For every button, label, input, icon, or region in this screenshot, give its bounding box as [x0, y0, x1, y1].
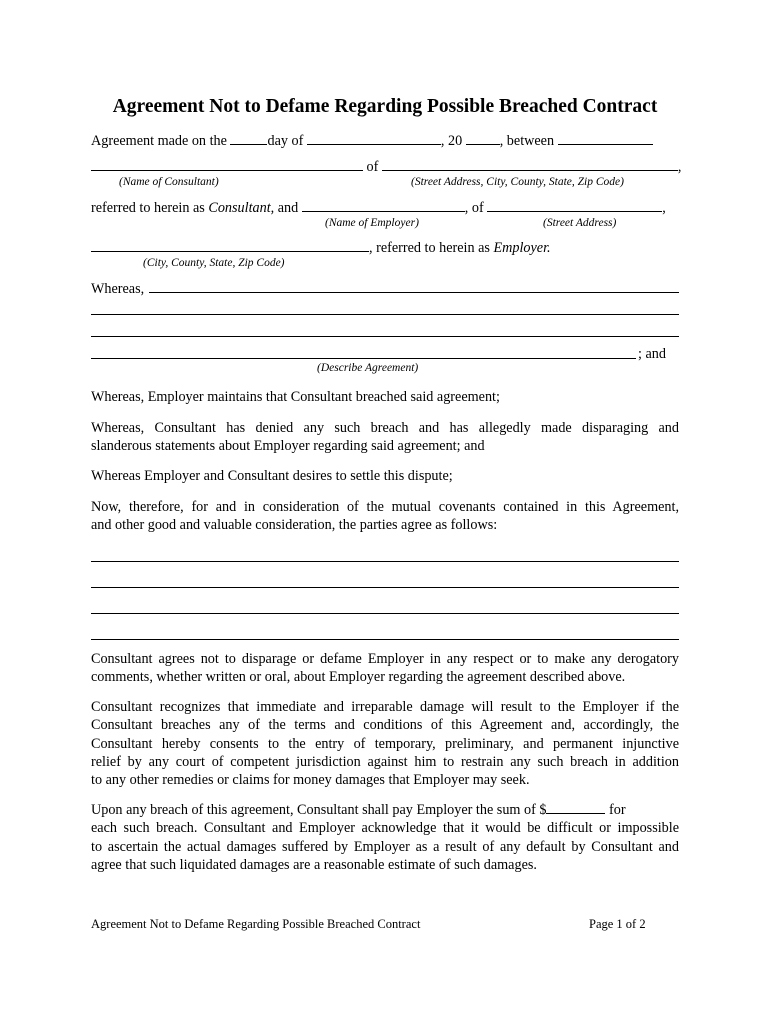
preamble-line-4	[91, 238, 551, 257]
text-line: Consultant agrees not to disparage or defame Employer in any respect or to make any derogatory	[91, 651, 679, 667]
text-line: Whereas, Consultant has denied any such breach and has allegedly made disparaging and	[91, 420, 679, 436]
text-line: Consultant breaches any of the terms and conditions of this Agreement and, accordingly, the	[91, 717, 679, 734]
terms-line-4[interactable]	[91, 639, 679, 640]
day-blank[interactable]	[230, 131, 267, 145]
consultant-term: Consultant,	[208, 200, 275, 216]
consultant-name-blank[interactable]	[91, 157, 363, 171]
text-line: Consultant recognizes that immediate and irreparable damage will result to the Employer if the	[91, 699, 679, 715]
whereas-label: Whereas,	[91, 281, 145, 297]
referred-text: referred to herein as	[91, 200, 209, 216]
text-line: Now, therefore, for and in consideration of the mutual covenants contained in this Agreement,	[91, 499, 679, 515]
text-line: relief by any court of competent jurisdiction against him to restrain any such breach in addition	[91, 753, 679, 770]
describe-agreement-line-1[interactable]	[149, 292, 679, 293]
caption-street-address: (Street Address)	[543, 217, 617, 229]
year-blank[interactable]	[466, 131, 500, 145]
between-blank[interactable]	[558, 131, 653, 145]
preamble-line-2	[91, 157, 681, 176]
footer-title: Agreement Not to Defame Regarding Possible Breached Contract	[91, 917, 421, 931]
referred-employer-text: , referred to herein as	[369, 240, 494, 256]
month-blank[interactable]	[307, 131, 441, 145]
year-prefix-text: , 20	[440, 133, 466, 149]
caption-city-county: (City, County, State, Zip Code)	[143, 257, 285, 269]
caption-describe-agreement: (Describe Agreement)	[317, 362, 419, 374]
text-line: Whereas Employer and Consultant desires to settle this dispute;	[91, 468, 453, 484]
text-line: Consultant hereby consents to the entry of temporary, preliminary, and permanent injunctive	[91, 735, 679, 752]
describe-agreement-line-3[interactable]	[91, 336, 679, 337]
footer-page-number: Page 1 of 2	[589, 917, 646, 931]
describe-agreement-line-2[interactable]	[91, 314, 679, 315]
day-of-text: day of	[267, 133, 307, 149]
sum-text: Upon any breach of this agreement, Consultant shall pay Employer the sum of $	[91, 802, 547, 818]
preamble-line-1	[91, 131, 653, 150]
consultant-address-blank[interactable]	[382, 157, 678, 171]
terms-line-1[interactable]	[91, 561, 679, 562]
paragraph-whereas-breach	[91, 388, 679, 406]
comma-text: ,	[677, 159, 682, 175]
paragraph-injunctive-relief	[91, 698, 679, 789]
paragraph-not-disparage	[91, 650, 679, 687]
terms-line-3[interactable]	[91, 613, 679, 614]
and-semicolon: ; and	[638, 346, 666, 362]
text-line: to any other remedies or claims for money damages that Employer may seek.	[91, 772, 530, 789]
text-line: slanderous statements about Employer regarding said agreement; and	[91, 438, 485, 455]
paragraph-whereas-settle	[91, 467, 679, 485]
and-text: and	[274, 200, 302, 216]
text-line: comments, whether written or oral, about Employer regarding the agreement described above.	[91, 669, 626, 686]
caption-name-of-consultant: (Name of Consultant)	[119, 176, 219, 188]
for-text: for	[605, 802, 626, 818]
of-text-2: , of	[464, 200, 488, 216]
agreement-made-text: Agreement made on the	[91, 133, 231, 149]
text-line: agree that such liquidated damages are a reasonable estimate of such damages.	[91, 856, 537, 873]
text-line	[91, 800, 679, 819]
comma-text-2: ,	[662, 200, 666, 216]
paragraph-now-therefore	[91, 498, 679, 535]
employer-name-blank[interactable]	[302, 198, 465, 212]
caption-name-of-employer: (Name of Employer)	[325, 217, 419, 229]
employer-city-blank[interactable]	[91, 238, 369, 252]
document-title: Agreement Not to Defame Regarding Possible Breached Contract	[112, 96, 658, 117]
terms-line-2[interactable]	[91, 587, 679, 588]
of-text: of	[366, 159, 382, 175]
text-line: and other good and valuable consideration, the parties agree as follows:	[91, 517, 498, 534]
paragraph-whereas-denied	[91, 419, 679, 456]
text-line: each such breach. Consultant and Employer acknowledge that it would be difficult or impossible	[91, 820, 679, 837]
paragraph-liquidated-damages	[91, 800, 679, 874]
text-line: Whereas, Employer maintains that Consultant breached said agreement;	[91, 389, 500, 405]
sum-amount-blank[interactable]	[546, 800, 605, 814]
between-text: , between	[499, 133, 558, 149]
employer-street-blank[interactable]	[487, 198, 662, 212]
describe-agreement-line-4[interactable]	[91, 358, 636, 359]
preamble-line-3	[91, 198, 666, 217]
employer-term: Employer.	[493, 240, 551, 256]
caption-consultant-address: (Street Address, City, County, State, Zip Code)	[411, 176, 624, 188]
text-line: to ascertain the actual damages suffered by Employer as a result of any default by Consultant and	[91, 838, 679, 855]
